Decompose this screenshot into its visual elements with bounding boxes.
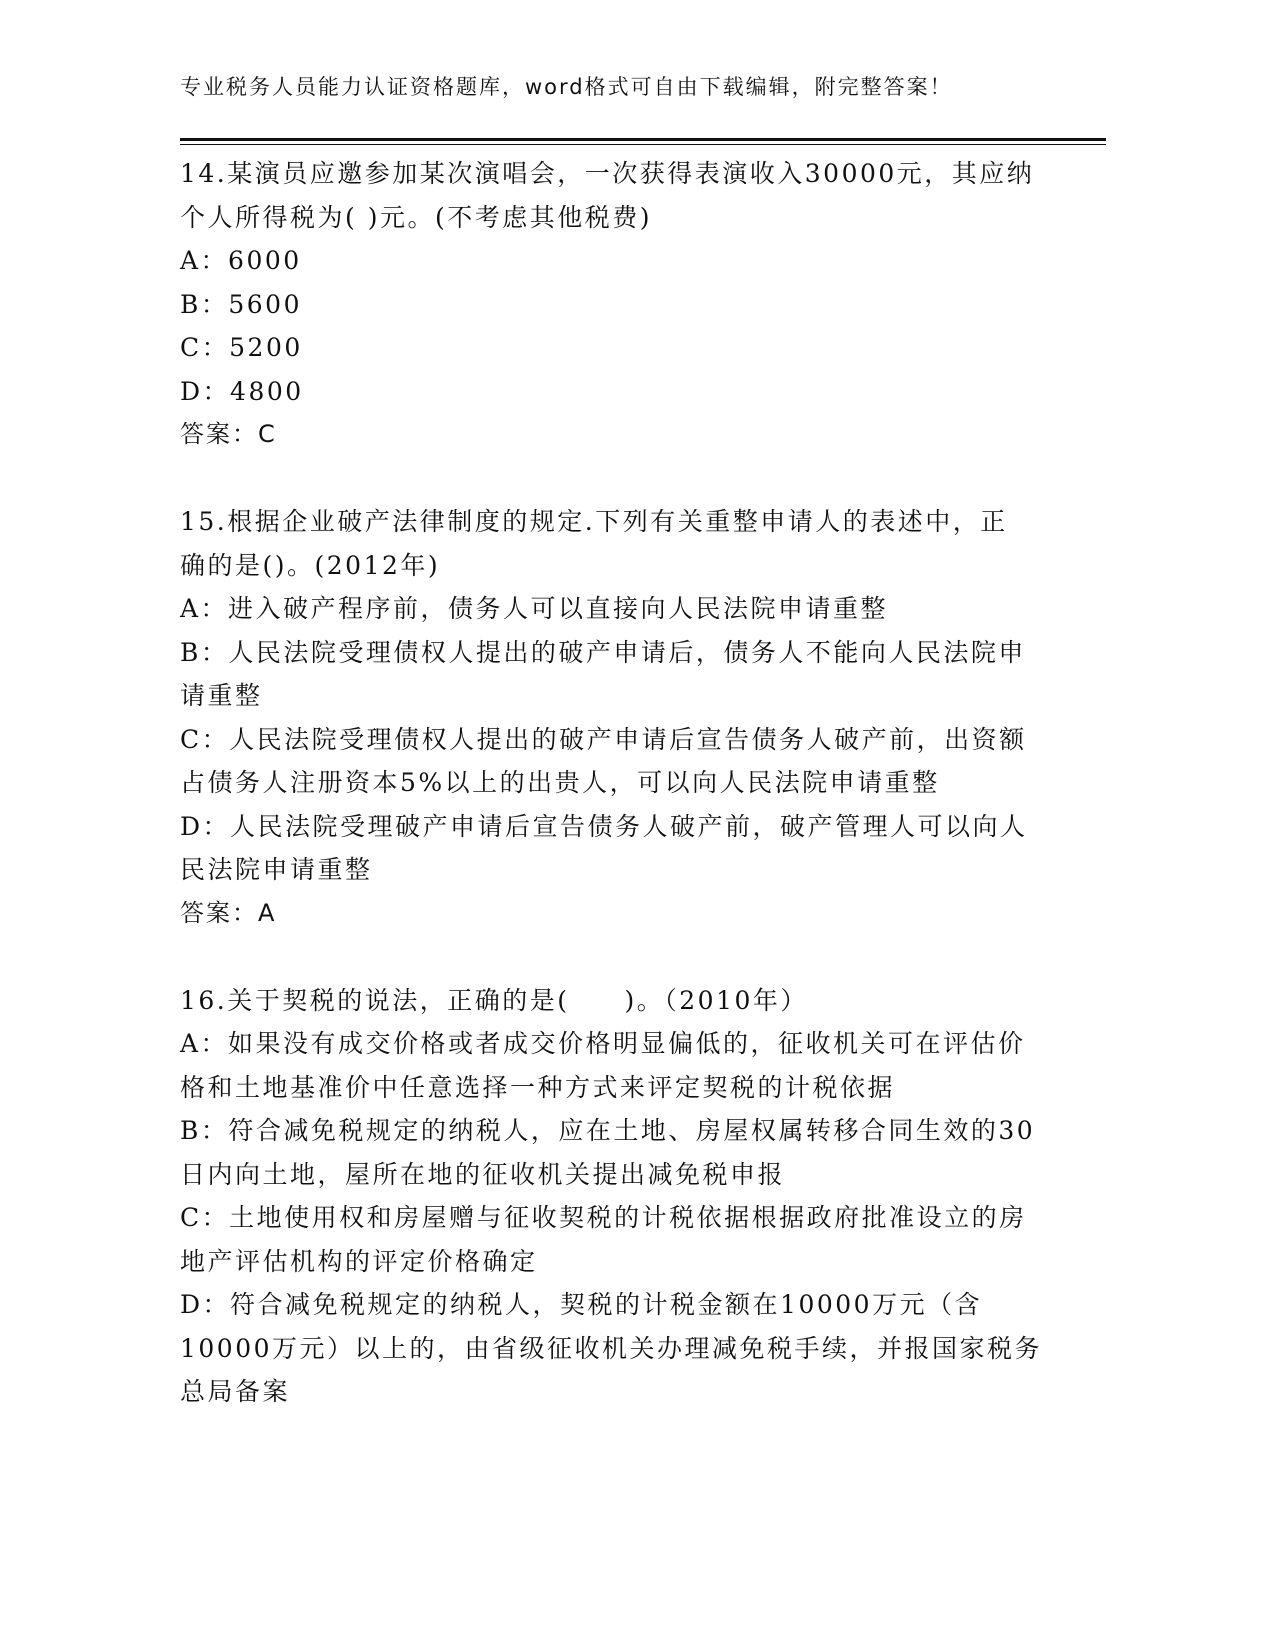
option-d-continued: 总局备案 [180, 1377, 291, 1406]
option-c-continued: 占债务人注册资本5%以上的出贵人，可以向人民法院申请重整 [180, 768, 940, 797]
question-15 [180, 500, 1050, 935]
option-b-continued: 请重整 [180, 681, 263, 710]
page-header: 专业税务人员能力认证资格题库，word格式可自由下载编辑，附完整答案！ [180, 75, 953, 99]
question-stem-line: 个人所得税为( )元。(不考虑其他税费) [180, 202, 652, 232]
option-b: B：符合减免税规定的纳税人，应在土地、房屋权属转移合同生效的30 [180, 1116, 1036, 1145]
question-stem-line: 确的是()。(2012年) [180, 550, 441, 580]
answer-line: 答案：A [180, 898, 277, 927]
option-d: D：符合减免税规定的纳税人，契税的计税金额在10000万元（含 [180, 1290, 983, 1319]
question-spacer [180, 457, 1050, 501]
question-14 [180, 152, 1050, 457]
option-c: C：土地使用权和房屋赠与征收契税的计税依据根据政府批准设立的房 [180, 1203, 1027, 1232]
question-stem-line: 16.关于契税的说法，正确的是( )。（2010年） [180, 985, 808, 1015]
option-b: B：5600 [180, 289, 302, 319]
option-b-continued: 日内向土地，屋所在地的征收机关提出减免税申报 [180, 1159, 786, 1189]
answer-line: 答案：C [180, 420, 277, 448]
question-16 [180, 979, 1050, 1414]
option-c-continued: 地产评估机构的评定价格确定 [180, 1246, 538, 1276]
option-d: D：人民法院受理破产申请后宣告债务人破产前，破产管理人可以向人 [180, 811, 1028, 841]
header-divider-thin [180, 144, 1106, 145]
option-a: A：6000 [180, 246, 302, 275]
option-a: A：如果没有成交价格或者成交价格明显偏低的，征收机关可在评估价 [180, 1029, 1026, 1058]
header-divider-thick [180, 138, 1106, 141]
option-d-continued: 民法院申请重整 [180, 855, 373, 884]
option-b: B：人民法院受理债权人提出的破产申请后，债务人不能向人民法院申 [180, 637, 1026, 667]
option-c: C：人民法院受理债权人提出的破产申请后宣告债务人破产前，出资额 [180, 724, 1027, 754]
option-a: A：进入破产程序前，债务人可以直接向人民法院申请重整 [180, 594, 889, 623]
option-d-continued: 10000万元）以上的，由省级征收机关办理减免税手续，并报国家税务 [180, 1333, 1043, 1363]
question-stem-line: 14.某演员应邀参加某次演唱会，一次获得表演收入30000元，其应纳 [180, 159, 1035, 188]
option-a-continued: 格和土地基准价中任意选择一种方式来评定契税的计税依据 [180, 1072, 896, 1102]
question-spacer [180, 935, 1050, 979]
option-c: C：5200 [180, 333, 303, 362]
question-list [180, 152, 1050, 1414]
option-d: D：4800 [180, 376, 304, 406]
question-stem-line: 15.根据企业破产法律制度的规定.下列有关重整申请人的表述中，正 [180, 507, 1008, 536]
